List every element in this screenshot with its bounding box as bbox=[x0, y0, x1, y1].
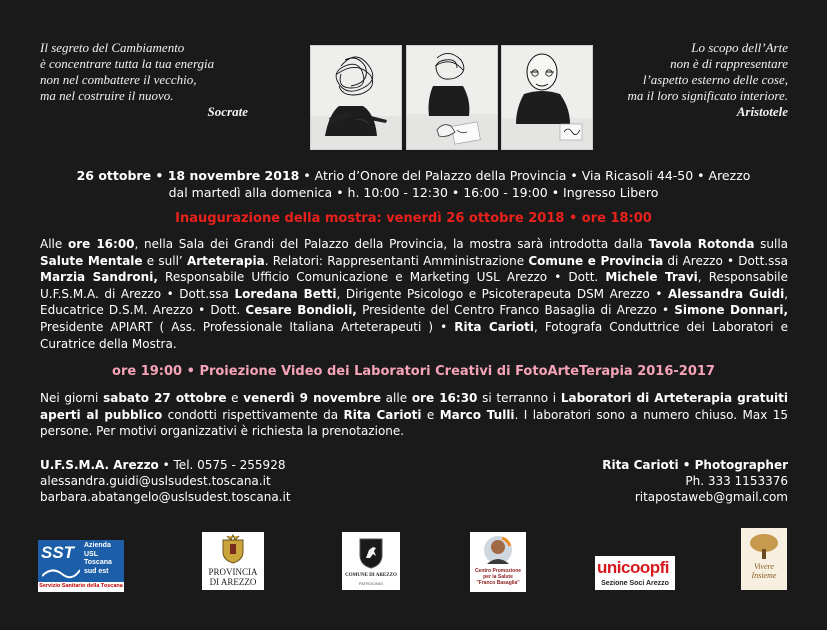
quote-author-socrate: Socrate bbox=[207, 104, 248, 119]
tree-icon bbox=[748, 532, 780, 560]
logo-provincia-arezzo bbox=[202, 532, 264, 590]
provincia-line: PROVINCIA bbox=[208, 567, 258, 577]
bold-run: Marco Tulli bbox=[439, 407, 515, 422]
basaglia-line: Centro Promozione bbox=[474, 568, 522, 574]
text-run: , nella Sala dei Grandi del Palazzo della Provincia, la mostra sarà introdotta dalla bbox=[134, 237, 649, 251]
quote-line: è concentrare tutta la tua energia bbox=[40, 56, 215, 71]
basaglia-line: per la Salute bbox=[483, 574, 513, 580]
sst-line: USL bbox=[84, 550, 98, 558]
sst-line: Azienda bbox=[84, 542, 111, 549]
contact-ufsma-line bbox=[40, 457, 291, 473]
quote-aristotele bbox=[590, 40, 788, 120]
quote-line: l’aspetto esterno delle cose, bbox=[642, 72, 788, 87]
contact-org: U.F.S.M.A. Arezzo bbox=[40, 458, 159, 472]
text-run: e sull’ bbox=[142, 253, 187, 268]
contact-email-abatangelo[interactable]: barbara.abatangelo@uslsudest.toscana.it bbox=[40, 490, 291, 504]
text-run: Presidente del Centro Franco Basaglia di Arezzo • bbox=[356, 303, 675, 318]
sst-logo-lines bbox=[84, 542, 112, 576]
provincia-text bbox=[202, 567, 264, 587]
logo-unicoop bbox=[595, 556, 675, 590]
quote-line: non nel combattere il vecchio, bbox=[40, 72, 197, 87]
video-heading: ore 19:00 • Proiezione Video dei Laboratori Creativi di FotoArteTerapia 2016-2017 bbox=[112, 364, 715, 379]
text-run: sulla bbox=[754, 237, 789, 251]
bold-run: Michele Travi bbox=[605, 270, 698, 285]
bold-run: Loredana Betti bbox=[234, 286, 337, 301]
illustration-panel-1 bbox=[310, 45, 402, 150]
logo-comune-arezzo bbox=[342, 532, 400, 590]
vivere-line: Insieme bbox=[751, 571, 777, 580]
contact-carioti bbox=[560, 457, 788, 505]
illustration-panel-2 bbox=[406, 45, 498, 150]
text-run: . I laboratori sono a numero chiuso. Max 15 persone. Per motivi organizzativi è richiesta la prenotazione. bbox=[40, 407, 788, 439]
exhibition-location: • Atrio d’Onore del Palazzo della Provincia • Via Ricasoli 44-50 • Arezzo bbox=[299, 168, 751, 183]
sst-caption: Servizio Sanitario della Toscana bbox=[39, 583, 123, 589]
text-run: Responsabile Ufficio Comunicazione e Marketing USL Arezzo • Dott. bbox=[157, 270, 606, 285]
basaglia-text bbox=[470, 568, 526, 586]
contact-phone: • Tel. 0575 - 255928 bbox=[158, 458, 286, 472]
text-run: , Educatrice D.S.M. Arezzo • Dott. bbox=[40, 286, 789, 318]
schedule-dates-line bbox=[0, 167, 827, 184]
quote-line: ma nel costruire il nuovo. bbox=[40, 88, 174, 103]
scribble-head-drawing bbox=[311, 46, 401, 149]
text-run: , Fotografa Conduttrice dei Laboratori e Curatrice della Mostra. bbox=[40, 319, 788, 351]
sst-line: sud est bbox=[84, 567, 109, 575]
text-run: alle bbox=[380, 391, 412, 405]
logo-vivere-insieme bbox=[741, 528, 787, 590]
bold-run: ore 16:00 bbox=[67, 237, 135, 251]
text-run: e bbox=[226, 391, 244, 405]
bold-run: Rita Carioti bbox=[343, 407, 422, 422]
unicoop-sub: Sezione Soci Arezzo bbox=[601, 580, 669, 587]
text-run: Presidente APIART ( Ass. Professionale Italiana Arteterapeuti ) • bbox=[40, 319, 455, 334]
roundtable-paragraph bbox=[40, 236, 788, 352]
quote-line: non è di rappresentare bbox=[670, 56, 788, 71]
unicoop-brand: unicoopfi bbox=[597, 558, 669, 577]
bold-run: Tavola Rotonda bbox=[648, 237, 755, 251]
photographer-email[interactable]: ritapostaweb@gmail.com bbox=[634, 490, 788, 504]
bold-run: sabato 27 ottobre bbox=[103, 391, 227, 405]
logo-sst-usl bbox=[38, 540, 124, 592]
text-run: , Responsabile U.F.S.M.A. di Arezzo • Dott.ssa bbox=[40, 270, 788, 301]
vivere-line: Vivere bbox=[754, 562, 774, 571]
logo-centro-basaglia bbox=[470, 532, 526, 592]
comune-text: COMUNE DI AREZZO bbox=[345, 573, 397, 578]
quote-author-aristotele: Aristotele bbox=[736, 104, 788, 119]
text-run: . Relatori: Rappresentanti Amministrazione bbox=[264, 253, 529, 268]
text-run: si terranno i bbox=[477, 391, 561, 405]
vivere-text bbox=[741, 562, 787, 580]
illustration-panel-3 bbox=[501, 45, 593, 150]
bold-run: Salute Mentale bbox=[40, 253, 143, 268]
photographer-name: Rita Carioti • Photographer bbox=[602, 458, 788, 472]
contact-ufsma bbox=[40, 457, 291, 505]
bold-run: Rita Carioti bbox=[454, 319, 534, 334]
bold-run: venerdì 9 novembre bbox=[243, 391, 381, 405]
sst-line: Toscana bbox=[84, 559, 112, 566]
comune-sub: PATROCINIO bbox=[358, 581, 384, 586]
sst-wave-icon bbox=[42, 564, 80, 580]
text-run: e bbox=[421, 407, 440, 422]
text-run: Nei giorni bbox=[40, 391, 104, 405]
basaglia-line: "Franco Basaglia" bbox=[476, 580, 520, 586]
text-run: , Dirigente Psicologo e Psicoterapeuta DSM Arezzo • bbox=[336, 286, 668, 301]
quote-socrate bbox=[40, 40, 250, 120]
contact-email-guidi[interactable]: alessandra.guidi@uslsudest.toscana.it bbox=[40, 474, 271, 488]
inauguration-heading: Inaugurazione della mostra: venerdì 26 ottobre 2018 • ore 18:00 bbox=[175, 211, 652, 226]
bold-run: ore 16:30 bbox=[411, 391, 478, 405]
quote-line: Il segreto del Cambiamento bbox=[40, 40, 185, 55]
exhibition-dates: 26 ottobre • 18 novembre 2018 bbox=[76, 168, 300, 183]
text-run: Alle bbox=[40, 237, 68, 251]
sst-logo-text: SST bbox=[41, 543, 75, 562]
quote-line: ma il loro significato interiore. bbox=[627, 88, 788, 103]
horse-shield-icon bbox=[358, 536, 384, 570]
coat-of-arms-icon bbox=[221, 534, 245, 564]
workshops-paragraph bbox=[40, 390, 788, 440]
photographer-phone: Ph. 333 1153376 bbox=[685, 474, 788, 488]
bold-run: Alessandra Guidi bbox=[667, 286, 785, 301]
bald-man-drawing bbox=[502, 46, 592, 149]
text-run: condotti rispettivamente da bbox=[162, 407, 344, 422]
schedule-hours: dal martedì alla domenica • h. 10:00 - 12:30 • 16:00 - 19:00 • Ingresso Libero bbox=[168, 185, 659, 200]
quote-line: Lo scopo dell’Arte bbox=[691, 40, 788, 55]
text-run: di Arezzo • Dott.ssa bbox=[663, 253, 788, 268]
bold-run: Arteterapia bbox=[186, 253, 265, 268]
bold-run: Simone Donnari, bbox=[674, 303, 788, 318]
provincia-line: DI AREZZO bbox=[209, 577, 257, 587]
bold-run: Comune e Provincia bbox=[528, 253, 664, 268]
hands-drawing bbox=[407, 46, 497, 149]
bold-run: Laboratori di Arteterapia gratuiti aperti al pubblico bbox=[40, 391, 788, 422]
bold-run: Marzia Sandroni, bbox=[40, 270, 158, 285]
bold-run: Cesare Bondioli, bbox=[245, 303, 357, 318]
basaglia-portrait-icon bbox=[482, 534, 514, 566]
